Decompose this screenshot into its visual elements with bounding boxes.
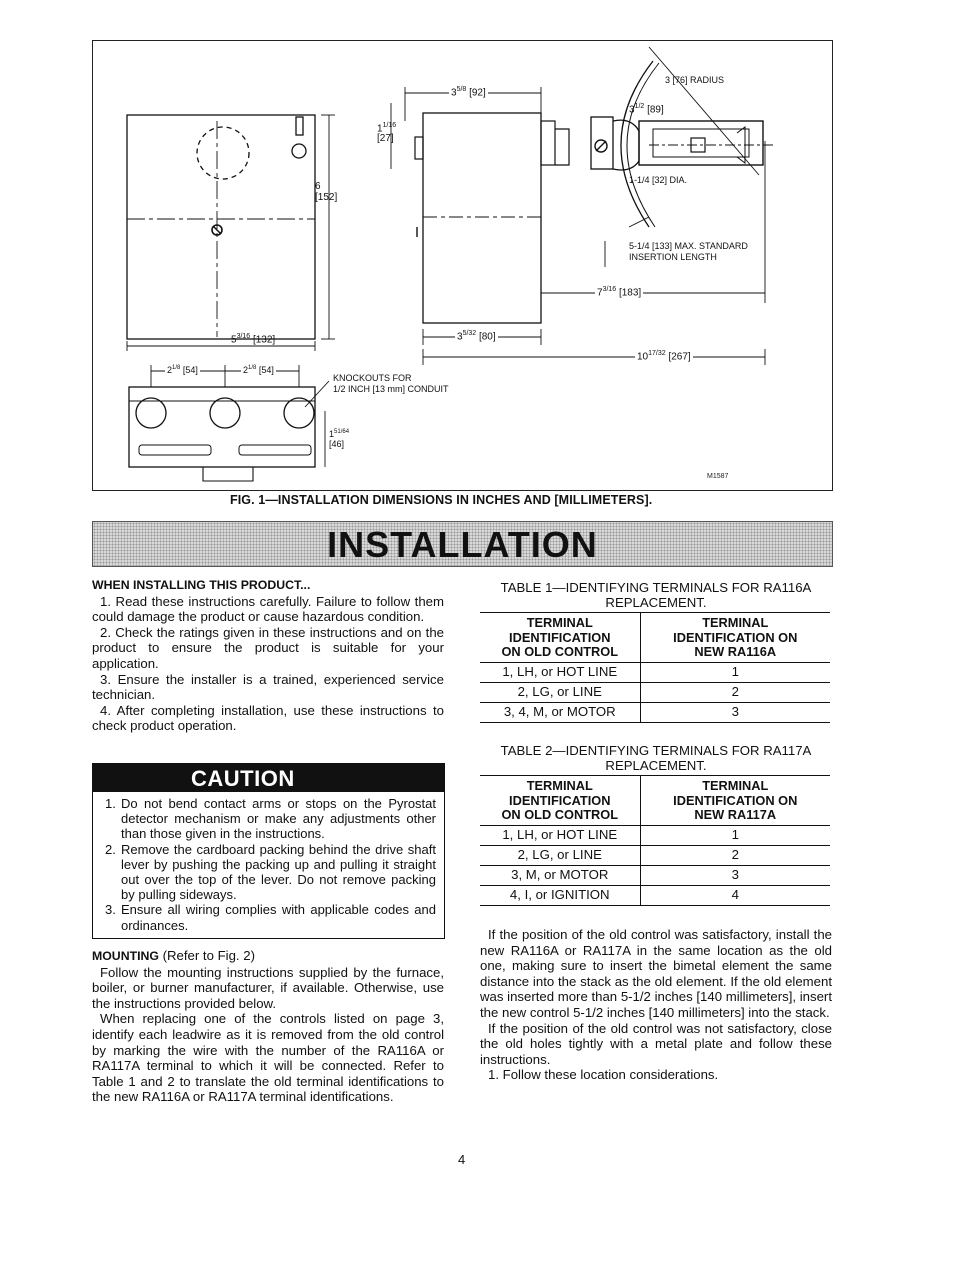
table1-section [480, 580, 832, 723]
table2-header-new: TERMINAL IDENTIFICATION ON NEW RA117A [640, 776, 830, 826]
diameter-label: 1-1/4 [32] DIA. [629, 175, 688, 185]
side-view-outline [423, 113, 541, 323]
page-number: 4 [458, 1152, 466, 1167]
dim-2-1-8-a-label: $2^{1/8}$ [54] [167, 365, 198, 375]
table-row: 2, LG, or LINE 2 [480, 682, 830, 702]
mounting-section [92, 948, 444, 1105]
caution-item: 3. Ensure all wiring complies with applicable codes and ordinances. [105, 902, 436, 933]
front-view-dashed-circle [197, 127, 249, 179]
installation-dimensions-figure [92, 40, 833, 491]
insertion-length-label: 5-1/4 [133] MAX. STANDARD INSERTION LENGTH [629, 241, 748, 262]
when-installing-heading: WHEN INSTALLING THIS PRODUCT... [92, 578, 311, 592]
dim-1-51-64-label: $1^{51/64}$ [46] [329, 429, 350, 449]
when-installing-item: 2. Check the ratings given in these instructions and on the product to ensure the product is suitable for your application. [92, 624, 444, 671]
when-installing-section [92, 578, 444, 734]
front-view-knob [292, 144, 306, 158]
radius-arc [621, 61, 653, 227]
dim-1-1-16-label: $1^{1/16}$ [27] [377, 122, 397, 145]
table2-caption: TABLE 2—IDENTIFYING TERMINALS FOR RA117A REPLACEMENT. [500, 743, 812, 773]
table2-section [480, 743, 832, 906]
table1-header-old: TERMINAL IDENTIFICATION ON OLD CONTROL [480, 613, 640, 663]
dim-10-17-32-label: $10^{17/32}$ [267] [637, 350, 691, 363]
installation-banner [92, 521, 833, 567]
table-row: 2, LG, or LINE 2 [480, 845, 830, 865]
position-paragraph: If the position of the old control was satisfactory, install the new RA116A or RA117A in the same location as the old one, making sure to insert the bimetal element the same distance into the stack as the old element. If the old element was inserted more than 5-1/2 inches [140 millimeters], insert the new control 5-1/2 inches [140 millimeters] into the stack. [480, 927, 832, 1020]
table1 [480, 612, 830, 723]
dim-7-3-16-label: $7^{3/16}$ [183] [597, 286, 642, 299]
table-row: 3, 4, M, or MOTOR 3 [480, 702, 830, 722]
knockout-2 [210, 398, 240, 428]
front-view-slot [296, 117, 303, 135]
dimension-drawing [93, 41, 834, 492]
table1-caption: TABLE 1—IDENTIFYING TERMINALS FOR RA116A REPLACEMENT. [500, 580, 812, 610]
table1-header-new: TERMINAL IDENTIFICATION ON NEW RA116A [640, 613, 830, 663]
when-installing-item: 1. Read these instructions carefully. Failure to follow them could damage the product or cause hazardous condition. [92, 593, 444, 625]
dim-5-3-16-label: $5^{3/16}$ [132] [231, 333, 276, 346]
mounting-paragraph: When replacing one of the controls listed on page 3, identify each leadwire as it is removed from the old control by marking the wire with the number of the RA116A or RA117A terminal to which it will be connected. Refer to Table 1 and 2 to translate the old terminal identifications to the new RA116A or RA117A terminal identifications. [92, 1011, 444, 1105]
installation-title: INSTALLATION [327, 524, 598, 565]
table-row: 4, I, or IGNITION 4 [480, 885, 830, 905]
table-row: 1, LH, or HOT LINE 1 [480, 662, 830, 682]
caution-item: 1. Do not bend contact arms or stops on the Pyrostat detector mechanism or make any adjustments other than those given in the instructions. [105, 796, 436, 842]
knockouts-label: KNOCKOUTS FOR 1/2 INCH [13 mm] CONDUIT [333, 373, 449, 394]
figure-caption: FIG. 1—INSTALLATION DIMENSIONS IN INCHES AND [MILLIMETERS]. [230, 493, 653, 507]
dim-3-1-2-label: $3^{1/2}$ [89] [629, 103, 664, 116]
caution-list [93, 792, 444, 933]
caution-box [92, 763, 445, 939]
dim-2-1-8-b-label: $2^{1/8}$ [54] [243, 365, 274, 375]
when-installing-item: 3. Ensure the installer is a trained, experienced service technician. [92, 671, 444, 703]
table-row: 3, M, or MOTOR 3 [480, 865, 830, 885]
mounting-heading: MOUNTING (Refer to Fig. 2) [92, 948, 255, 963]
knockout-1 [136, 398, 166, 428]
position-paragraph: 1. Follow these location considerations. [488, 1067, 719, 1083]
dim-3-5-32-label: $3^{5/32}$ [80] [457, 330, 496, 343]
figure-id: M1587 [707, 473, 729, 480]
caution-heading: CAUTION [93, 764, 444, 792]
table2-header-old: TERMINAL IDENTIFICATION ON OLD CONTROL [480, 776, 640, 826]
dim-6-label: 6 [152] [315, 181, 338, 203]
table2 [480, 775, 830, 906]
dim-3-5-8-label: $3^{5/8}$ [92] [451, 86, 486, 99]
position-paragraph: If the position of the old control was not satisfactory, close the old holes tightly with a metal plate and follow these instructions. [480, 1020, 832, 1067]
radius-label: 3 [76] RADIUS [665, 75, 725, 85]
when-installing-item: 4. After completing installation, use these instructions to check product operation. [92, 702, 444, 734]
table-row: 1, LH, or HOT LINE 1 [480, 825, 830, 845]
mounting-paragraph: Follow the mounting instructions supplied by the furnace, boiler, or burner manufacturer, if available. Otherwise, use the instructions provided below. [92, 964, 444, 1011]
position-section [480, 927, 832, 1083]
caution-item: 2. Remove the cardboard packing behind the drive shaft lever by pushing the packing up and pulling it straight out over the top of the lever. Do not remove packing by pulling sideways. [105, 841, 436, 903]
